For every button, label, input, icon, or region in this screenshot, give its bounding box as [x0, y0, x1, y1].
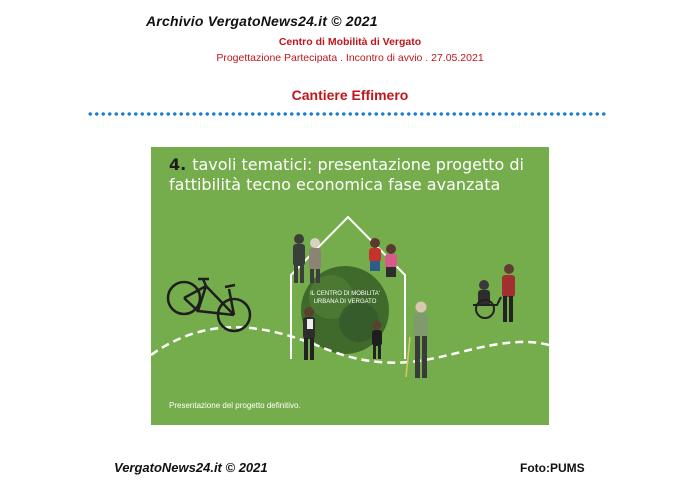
dotted-divider	[87, 112, 607, 116]
slide-image	[151, 147, 549, 425]
subtitle-event: Progettazione Partecipata . Incontro di avvio . 27.05.2021	[216, 52, 484, 64]
slide-number: 4.	[169, 155, 187, 174]
section-title: Cantiere Effimero	[291, 87, 409, 103]
child-figure	[372, 321, 382, 360]
slide-heading-text: tavoli tematici: presentazione progetto di fattibilità tecno economica fase avanzata	[169, 155, 524, 194]
bicycle-icon	[168, 279, 250, 331]
footer-photo-credit: Foto:PUMS	[520, 461, 585, 475]
wheelchair-group	[473, 264, 515, 322]
subtitle-title: Centro di Mobilità di Vergato	[278, 36, 422, 48]
archive-caption: Archivio VergatoNews24.it © 2021	[146, 13, 378, 29]
elderly-man-cane	[406, 302, 428, 379]
center-label: IL CENTRO DI MOBILITA' URBANA DI VERGATO	[310, 291, 380, 305]
slide-footnote: Presentazione del progetto definitivo.	[169, 401, 301, 410]
children-playing	[369, 238, 397, 277]
footer-site-credit: VergatoNews24.it © 2021	[114, 460, 268, 475]
slide-illustration	[151, 147, 549, 425]
